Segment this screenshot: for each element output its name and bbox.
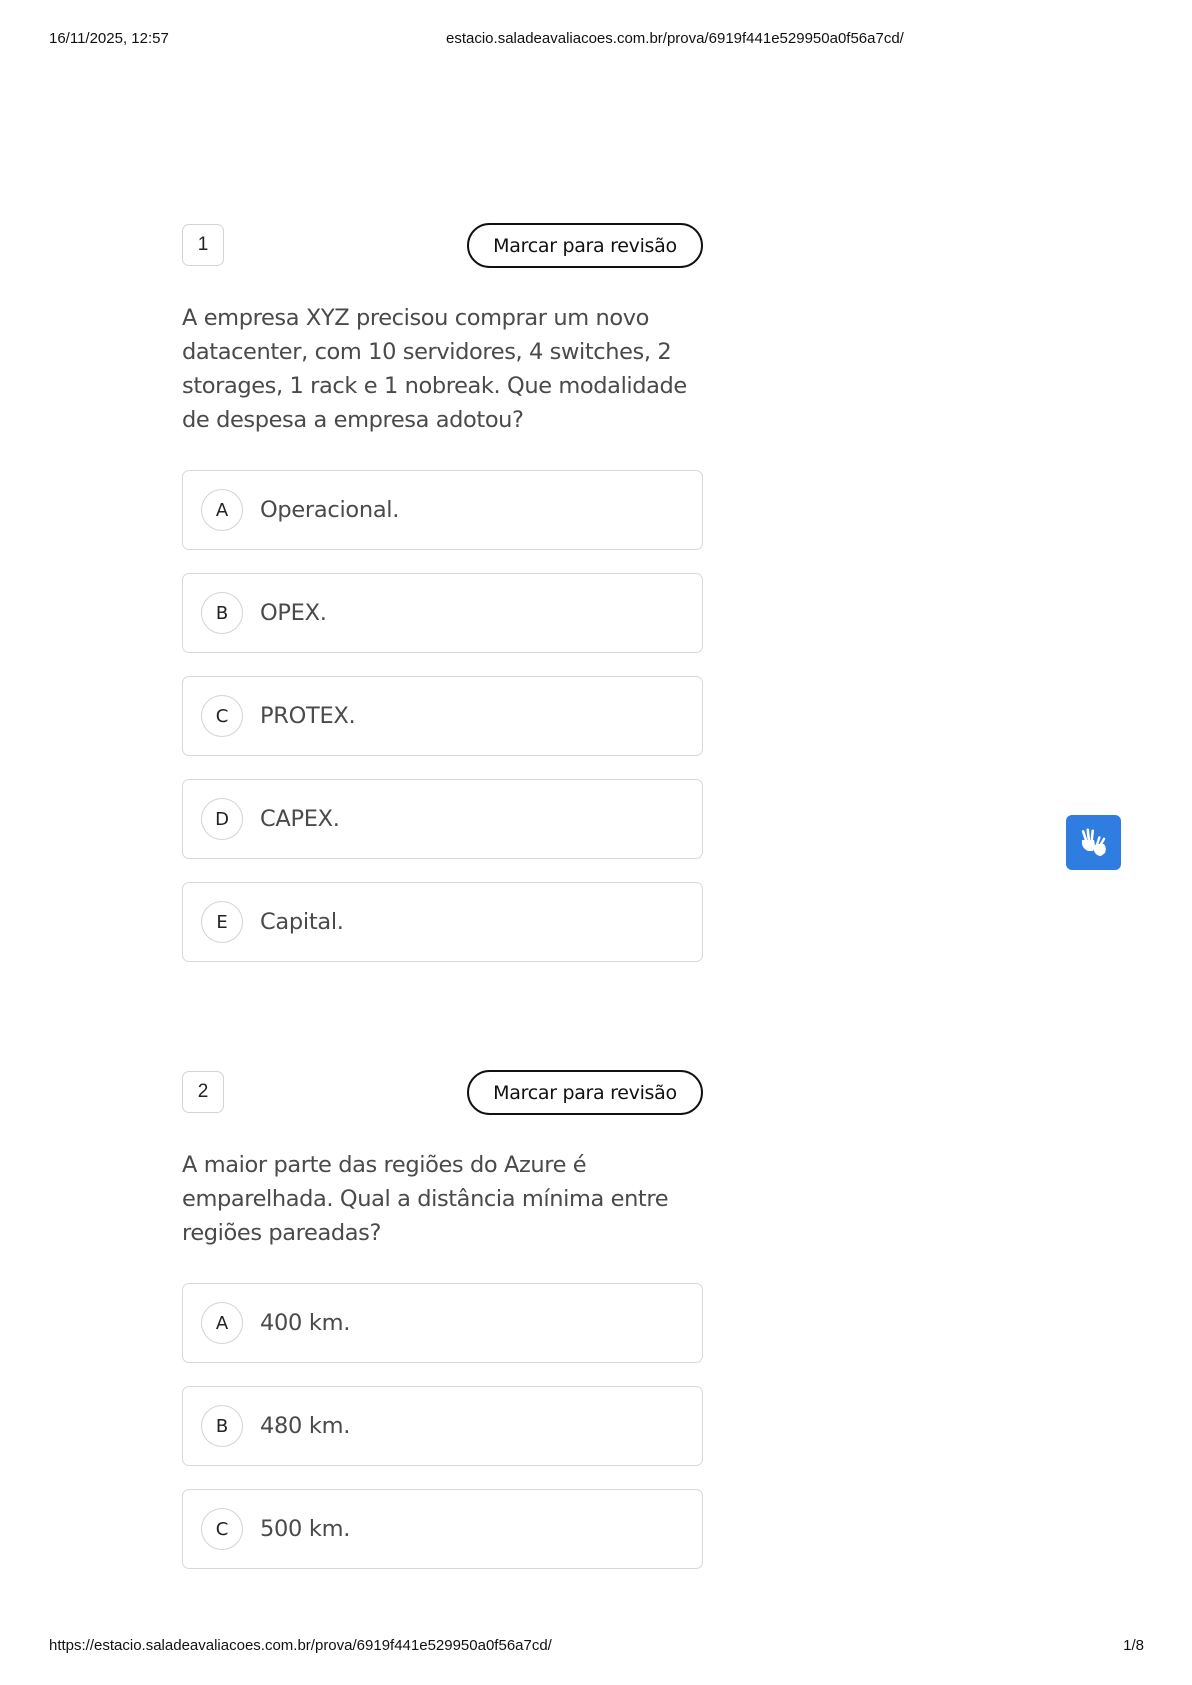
option-text: 480 km. [260, 1413, 351, 1439]
option-letter: E [201, 901, 243, 943]
option-text: CAPEX. [260, 806, 340, 832]
answer-option-b[interactable] [182, 573, 703, 653]
page-number: 1/8 [1123, 1637, 1144, 1654]
option-letter: A [201, 1302, 243, 1344]
question-number: 2 [182, 1071, 224, 1113]
question-2 [182, 1070, 703, 1592]
option-text: 500 km. [260, 1516, 351, 1542]
answer-option-a[interactable] [182, 1283, 703, 1363]
print-header [0, 30, 1192, 52]
option-letter: C [201, 1508, 243, 1550]
option-text: Operacional. [260, 497, 400, 523]
option-text: 400 km. [260, 1310, 351, 1336]
sign-language-button[interactable] [1066, 815, 1121, 870]
option-letter: C [201, 695, 243, 737]
mark-for-review-button[interactable]: Marcar para revisão [467, 223, 703, 268]
question-header [182, 223, 703, 269]
mark-for-review-button[interactable]: Marcar para revisão [467, 1070, 703, 1115]
question-number: 1 [182, 224, 224, 266]
print-footer-url: https://estacio.saladeavaliacoes.com.br/prova/6919f441e529950a0f56a7cd/ [49, 1637, 552, 1654]
print-header-url: estacio.saladeavaliacoes.com.br/prova/6919f441e529950a0f56a7cd/ [446, 30, 904, 47]
sign-language-icon [1077, 826, 1111, 860]
answer-options [182, 1283, 703, 1569]
option-text: OPEX. [260, 600, 327, 626]
question-text: A empresa XYZ precisou comprar um novo datacenter, com 10 servidores, 4 switches, 2 storages, 1 rack e 1 nobreak. Que modalidade de despesa a empresa adotou? [182, 305, 687, 433]
print-datetime: 16/11/2025, 12:57 [49, 30, 169, 47]
option-letter: D [201, 798, 243, 840]
answer-options [182, 470, 703, 962]
option-text: PROTEX. [260, 703, 356, 729]
option-letter: A [201, 489, 243, 531]
answer-option-d[interactable] [182, 779, 703, 859]
question-text: A maior parte das regiões do Azure é emparelhada. Qual a distância mínima entre regiões pareadas? [182, 1152, 669, 1246]
answer-option-e[interactable] [182, 882, 703, 962]
answer-option-a[interactable] [182, 470, 703, 550]
option-letter: B [201, 1405, 243, 1447]
question-1 [182, 223, 703, 985]
question-header [182, 1070, 703, 1116]
answer-option-c[interactable] [182, 676, 703, 756]
answer-option-b[interactable] [182, 1386, 703, 1466]
option-text: Capital. [260, 909, 344, 935]
print-footer [0, 1637, 1192, 1659]
answer-option-c[interactable] [182, 1489, 703, 1569]
option-letter: B [201, 592, 243, 634]
